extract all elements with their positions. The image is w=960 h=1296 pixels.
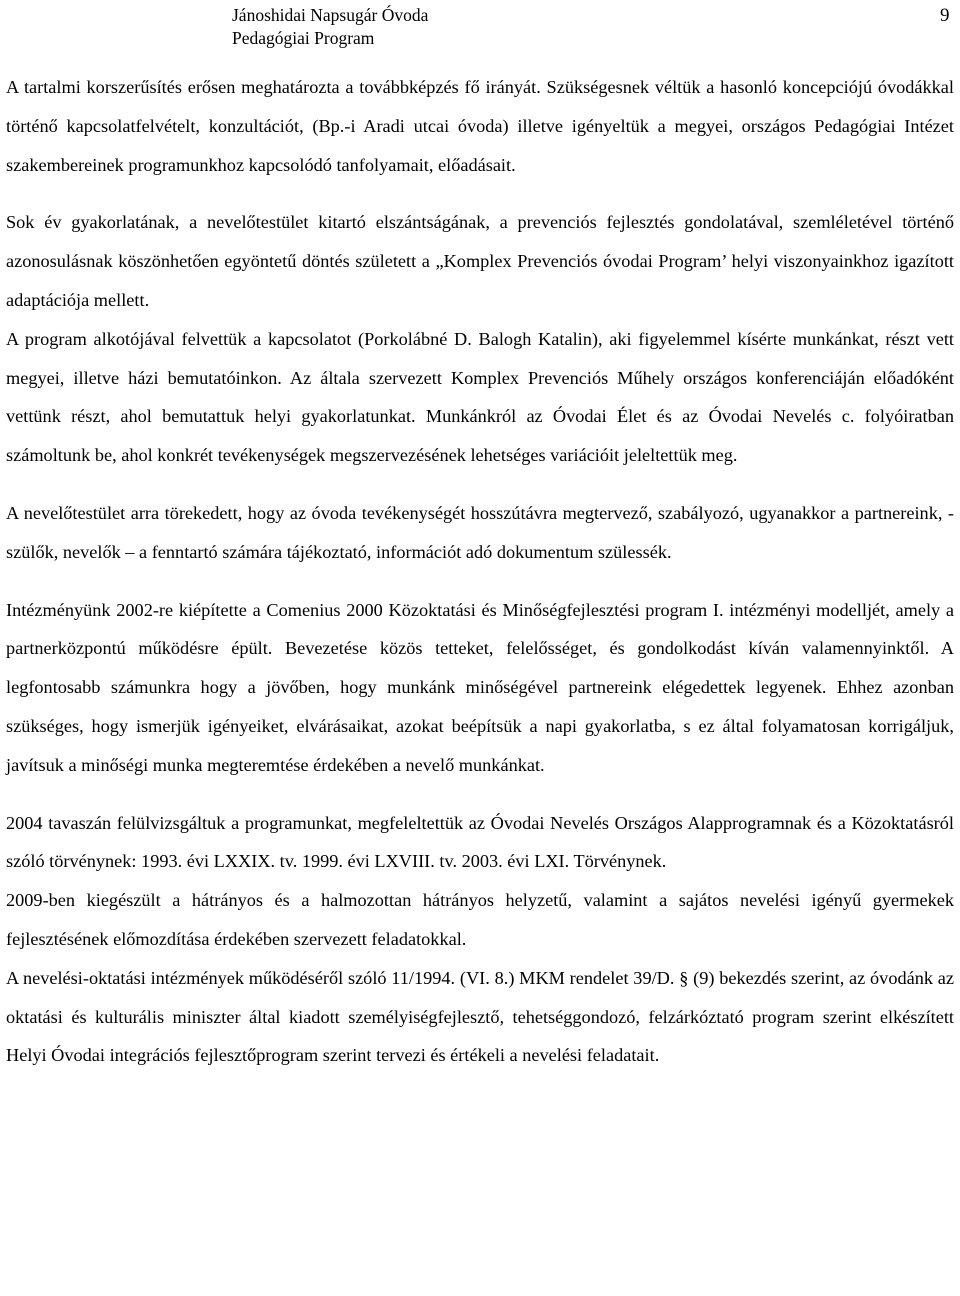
- paragraph-prevention-program: Sok év gyakorlatának, a nevelőtestület kitartó elszántságának, a prevenciós fejlesztés gondolatával, szemléletével történő azonosulásnak köszönhetően egyöntetű döntés született a „Komplex Prevenciós óvodai Program’ helyi viszonyainkhoz igazított adaptációja mellett.: [6, 212, 954, 310]
- page-number: 9: [940, 5, 950, 26]
- header-titles: [232, 4, 428, 50]
- paragraph-regulation: A nevelési-oktatási intézmények működéséről szóló 11/1994. (VI. 8.) MKM rendelet 39/D. § (9) bekezdés szerint, az óvodánk az oktatási és kulturális miniszter által kiadott személyiségfejlesztő, tehetséggondozó, felzárkóztató program szerint elkészített Helyi Óvodai integrációs fejlesztőprogram szerint tervezi és értékeli a nevelési feladatait.: [6, 967, 954, 1066]
- document-body: [6, 68, 954, 1075]
- paragraph-comenius: Intézményünk 2002-re kiépítette a Comenius 2000 Közoktatási és Minőségfejlesztési program I. intézményi modelljét, amely a partnerközpontú működésre épült. Bevezetése közös tetteket, felelősséget, és gondolkodást kíván valamennyinktől. A legfontosabb számunkra hogy a jövőben, hogy munkánk minőségével partnereink elégedettek legyenek. Ehhez azonban szükséges, hogy ismerjük igényeiket, elvárásaikat, azokat beépítsük a napi gyakorlatba, s ez által folyamatosan korrigáljuk, javítsuk a minőségi munka megteremtése érdekében a nevelő munkánkat.: [6, 599, 954, 775]
- paragraph-2009-supplement: 2009-ben kiegészült a hátrányos és a halmozottan hátrányos helyzetű, valamint a sajátos nevelési igényű gyermekek fejlesztésének előmozdítása érdekében szervezett feladatokkal.: [6, 890, 954, 949]
- page-header: [0, 4, 960, 52]
- paragraph-2004-review: 2004 tavaszán felülvizsgáltuk a programunkat, megfeleltettük az Óvodai Nevelés Országos Alapprogramnak és a Közoktatásról szóló törvénynek: 1993. évi LXXIX. tv. 1999. évi LXVIII. tv. 2003. évi LXI. Törvénynek.: [6, 812, 954, 872]
- institution-name: Jánoshidai Napsugár Óvoda: [232, 5, 429, 25]
- paragraph-program-author: A program alkotójával felvettük a kapcsolatot (Porkolábné D. Balogh Katalin), aki figyelemmel kísérte munkánkat, részt vett megyei, illetve házi bemutatóinkon. Az általa szervezett Komplex Prevenciós Műhely országos konferenciáján előadóként vettünk részt, ahol bemutattuk helyi gyakorlatunkat. Munkánkról az Óvodai Élet és az Óvodai Nevelés c. folyóiratban számoltunk be, ahol konkrét tevékenységek megszervezésének lehetséges variációit jeleltettük meg.: [6, 328, 954, 466]
- document-title: Pedagógiai Program: [232, 28, 375, 48]
- paragraph-staff-goal: A nevelőtestület arra törekedett, hogy az óvoda tevékenységét hosszútávra megtervező, szabályozó, ugyanakkor a partnereink, - szülők, nevelők – a fenntartó számára tájékoztató, információt adó dokumentum szülessék.: [6, 502, 954, 562]
- paragraph-training: A tartalmi korszerűsítés erősen meghatározta a továbbképzés fő irányát. Szükségesnek véltük a hasonló koncepciójú óvodákkal történő kapcsolatfelvételt, konzultációt, (Bp.-i Aradi utcai óvoda) illetve igényeltük a megyei, országos Pedagógiai Intézet szakembereinek programunkhoz kapcsolódó tanfolyamait, előadásait.: [6, 77, 954, 175]
